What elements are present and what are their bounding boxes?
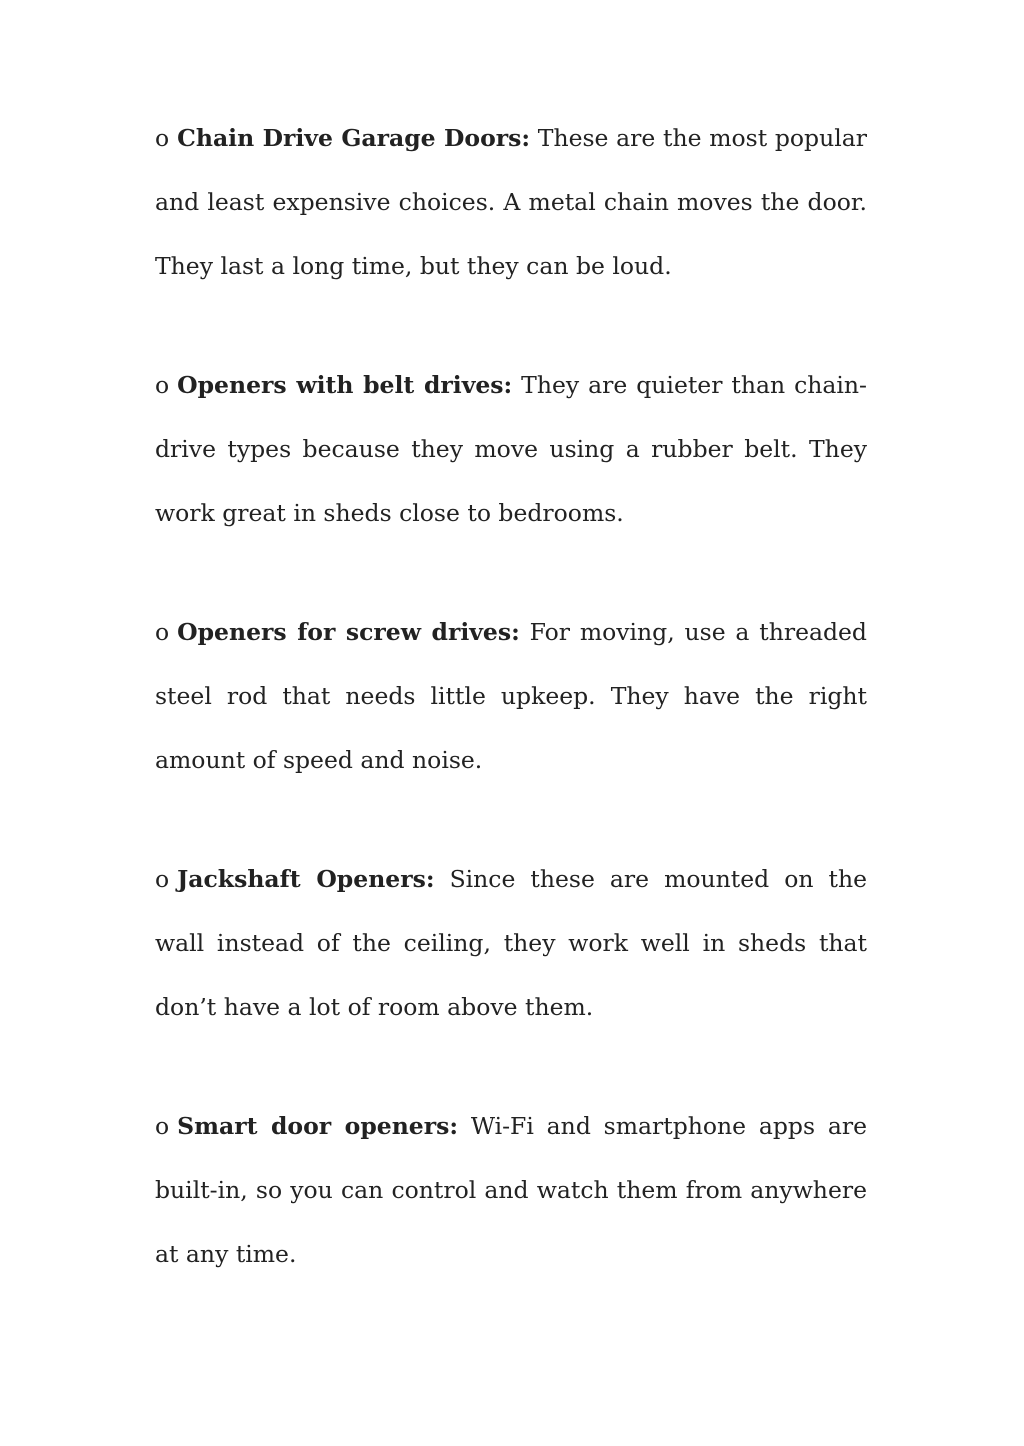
list-item-screw-drive [155,600,867,792]
item-description: For moving, use a threaded steel rod that needs little upkeep. They have the right amount of speed and noise. [155,618,867,774]
item-term: Smart door openers: [177,1112,459,1140]
bullet-marker: o [155,371,170,399]
bullet-marker: o [155,865,170,893]
bullet-marker: o [155,618,170,646]
item-term: Openers with belt drives: [177,371,513,399]
list-item-jackshaft [155,847,867,1039]
document-page [155,106,867,1341]
item-description: They are quieter than chain-drive types because they move using a rubber belt. They work great in sheds close to bedrooms. [155,371,867,527]
item-term: Openers for screw drives: [177,618,520,646]
item-description: Since these are mounted on the wall instead of the ceiling, they work well in sheds that don’t have a lot of room above them. [155,865,867,1021]
list-item-belt-drive [155,353,867,545]
item-term: Jackshaft Openers: [177,865,435,893]
item-description: Wi-Fi and smartphone apps are built-in, so you can control and watch them from anywhere at any time. [155,1112,867,1268]
list-item-smart-opener [155,1094,867,1286]
item-term: Chain Drive Garage Doors: [177,124,531,152]
bullet-marker: o [155,124,170,152]
item-description: These are the most popular and least expensive choices. A metal chain moves the door. They last a long time, but they can be loud. [155,124,867,280]
bullet-marker: o [155,1112,170,1140]
list-item-chain-drive [155,106,867,298]
